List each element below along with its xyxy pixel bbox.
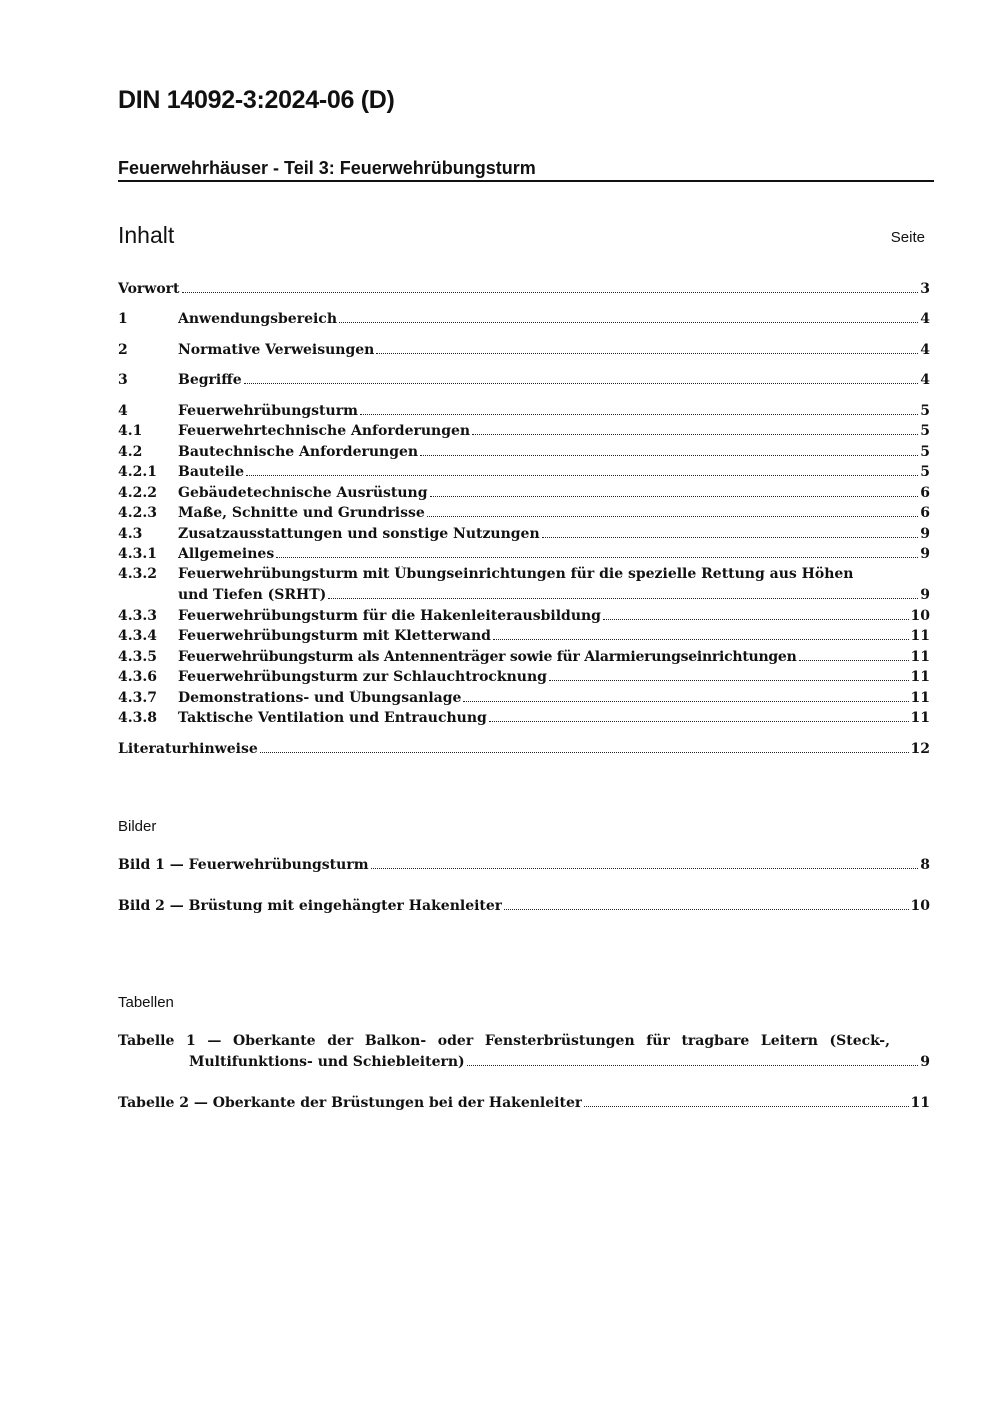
table-entry-2[interactable] [118, 1094, 930, 1115]
toc-entry-4-3-7[interactable] [118, 689, 930, 710]
toc-entry-3[interactable] [118, 371, 930, 392]
toc-entry-4-3-3[interactable] [118, 607, 930, 628]
figure-entry-page: 10 [910, 898, 930, 914]
toc-entry-4-3-8[interactable] [118, 709, 930, 730]
toc-entry-title: Feuerwehrübungsturm für die Hakenleiterausbildung [178, 608, 601, 624]
toc-entry-title-cont: und Tiefen (SRHT) [178, 587, 327, 603]
toc-entry-number: 4.1 [118, 423, 143, 439]
toc-entry-number: 4.3.8 [118, 710, 157, 726]
toc-entry-number: 4.3.7 [118, 690, 157, 706]
figure-entry-title: Bild 1 — Feuerwehrübungsturm [118, 857, 369, 873]
toc-entry-page: 9 [920, 587, 930, 603]
toc-leader [427, 504, 919, 517]
toc-leader [430, 484, 919, 497]
toc-entry-title: Feuerwehrübungsturm zur Schlauchtrocknung [178, 669, 547, 685]
table-entry-page: 9 [920, 1054, 930, 1070]
toc-leader [246, 463, 918, 476]
toc-entry-title: Begriffe [178, 372, 242, 388]
toc-entry-page: 11 [910, 710, 930, 726]
toc-entry-number: 4.2.3 [118, 505, 157, 521]
tables-heading: Tabellen [118, 994, 174, 1011]
toc-leader [584, 1094, 908, 1107]
toc-entry-page: 5 [920, 423, 930, 439]
toc-heading: Inhalt [118, 222, 175, 248]
toc-entry-number: 4.2.2 [118, 485, 157, 501]
toc-entry-title: Vorwort [118, 281, 180, 297]
toc-entry-page: 6 [920, 505, 930, 521]
table-entry-title-cont: Multifunktions- und Schiebleitern) [189, 1054, 465, 1070]
toc-entry-number: 4.3 [118, 526, 143, 542]
toc-entry-4-2-2[interactable] [118, 484, 930, 505]
toc-leader [504, 897, 908, 910]
figure-entry-title: Bild 2 — Brüstung mit eingehängter Hakenleiter [118, 898, 503, 914]
toc-entry-title: Feuerwehrübungsturm als Antennenträger sowie für Alarmierungseinrichtungen [178, 649, 797, 665]
toc-entry-4-3[interactable] [118, 525, 930, 546]
toc-leader [376, 341, 918, 354]
toc-entry-title: Bauteile [178, 464, 245, 480]
toc-entry-number: 4.3.1 [118, 546, 157, 562]
toc-entry-4-3-2-cont[interactable] [178, 586, 930, 607]
toc-entry-title: Normative Verweisungen [178, 342, 375, 358]
toc-entry-page: 3 [920, 281, 930, 297]
toc-entry-page: 11 [910, 690, 930, 706]
toc-entry-1[interactable] [118, 310, 930, 331]
toc-page-label: Seite [890, 229, 925, 246]
toc-entry-4-2-3[interactable] [118, 504, 930, 525]
table-entry-page: 11 [910, 1095, 930, 1111]
toc-entry-4-3-5[interactable] [118, 648, 930, 669]
toc-entry-4-3-2[interactable] [118, 566, 930, 587]
toc-entry-4-1[interactable] [118, 422, 930, 443]
toc-entry-number: 4.2.1 [118, 464, 157, 480]
toc-leader [371, 856, 919, 869]
toc-leader [472, 422, 918, 435]
toc-entry-page: 5 [920, 403, 930, 419]
toc-entry-page: 11 [910, 669, 930, 685]
document-id: DIN 14092-3:2024-06 (D) [118, 86, 395, 114]
toc-entry-number: 3 [118, 372, 128, 388]
toc-entry-4-2[interactable] [118, 443, 930, 464]
toc-entry-vorwort[interactable] [118, 280, 930, 301]
toc-entry-title: Anwendungsbereich [178, 311, 337, 327]
figure-entry-page: 8 [920, 857, 930, 873]
toc-entry-page: 12 [910, 741, 930, 757]
table-entry-title: Tabelle 2 — Oberkante der Brüstungen bei der Hakenleiter [118, 1095, 583, 1111]
toc-leader [489, 709, 909, 722]
toc-entry-title: Feuerwehrübungsturm mit Übungseinrichtungen für die spezielle Rettung aus Höhen [178, 566, 854, 582]
toc-entry-page: 4 [920, 372, 930, 388]
toc-entry-4-3-6[interactable] [118, 668, 930, 689]
toc-entry-number: 2 [118, 342, 128, 358]
toc-entry-title: Zusatzausstattungen und sonstige Nutzungen [178, 526, 540, 542]
toc-leader [260, 740, 909, 753]
toc-leader [467, 1053, 919, 1066]
toc-leader [276, 545, 918, 558]
toc-entry-page: 5 [920, 464, 930, 480]
toc-entry-number: 1 [118, 311, 128, 327]
figure-entry-2[interactable] [118, 897, 930, 918]
toc-entry-page: 4 [920, 311, 930, 327]
toc-leader [549, 668, 909, 681]
toc-entry-4-3-1[interactable] [118, 545, 930, 566]
toc-entry-number: 4 [118, 403, 128, 419]
toc-entry-number: 4.3.6 [118, 669, 157, 685]
toc-leader [493, 627, 909, 640]
toc-entry-page: 9 [920, 546, 930, 562]
toc-entry-title: Literaturhinweise [118, 741, 258, 757]
toc-entry-title: Gebäudetechnische Ausrüstung [178, 485, 428, 501]
toc-leader [463, 689, 908, 702]
toc-entry-title: Taktische Ventilation und Entrauchung [178, 710, 487, 726]
toc-entry-literaturhinweise[interactable] [118, 740, 930, 761]
toc-entry-title: Bautechnische Anforderungen [178, 444, 419, 460]
toc-leader [244, 371, 919, 384]
toc-leader [360, 402, 918, 415]
toc-entry-2[interactable] [118, 341, 930, 362]
toc-entry-title: Allgemeines [178, 546, 275, 562]
toc-entry-4-3-4[interactable] [118, 627, 930, 648]
toc-entry-number: 4.3.3 [118, 608, 157, 624]
toc-entry-4-2-1[interactable] [118, 463, 930, 484]
toc-leader [339, 310, 918, 323]
table-entry-1-title[interactable]: Tabelle 1 — Oberkante der Balkon- oder Fensterbrüstungen für tragbare Leitern (Steck-, [118, 1033, 890, 1049]
toc-entry-title: Maße, Schnitte und Grundrisse [178, 505, 425, 521]
toc-entry-page: 4 [920, 342, 930, 358]
document-subtitle: Feuerwehrhäuser - Teil 3: Feuerwehrübungsturm [118, 158, 934, 182]
toc-leader [542, 525, 919, 538]
toc-entry-number: 4.3.2 [118, 566, 157, 582]
toc-entry-number: 4.3.4 [118, 628, 157, 644]
toc-leader [799, 648, 909, 661]
toc-entry-title: Feuerwehrübungsturm [178, 403, 358, 419]
figures-heading: Bilder [118, 818, 157, 835]
toc-leader [328, 586, 918, 599]
toc-entry-page: 10 [910, 608, 930, 624]
toc-entry-title: Feuerwehrtechnische Anforderungen [178, 423, 471, 439]
toc-leader [420, 443, 918, 456]
toc-entry-page: 5 [920, 444, 930, 460]
table-entry-1[interactable] [189, 1053, 930, 1074]
toc-entry-number: 4.3.5 [118, 649, 157, 665]
toc-leader [182, 280, 919, 293]
toc-entry-title: Feuerwehrübungsturm mit Kletterwand [178, 628, 491, 644]
toc-leader [603, 607, 909, 620]
toc-entry-page: 11 [910, 628, 930, 644]
toc-entry-number: 4.2 [118, 444, 143, 460]
figure-entry-1[interactable] [118, 856, 930, 877]
toc-entry-page: 11 [910, 649, 930, 665]
toc-entry-title: Demonstrations- und Übungsanlage [178, 690, 462, 706]
toc-entry-page: 9 [920, 526, 930, 542]
toc-entry-4[interactable] [118, 402, 930, 423]
toc-entry-page: 6 [920, 485, 930, 501]
